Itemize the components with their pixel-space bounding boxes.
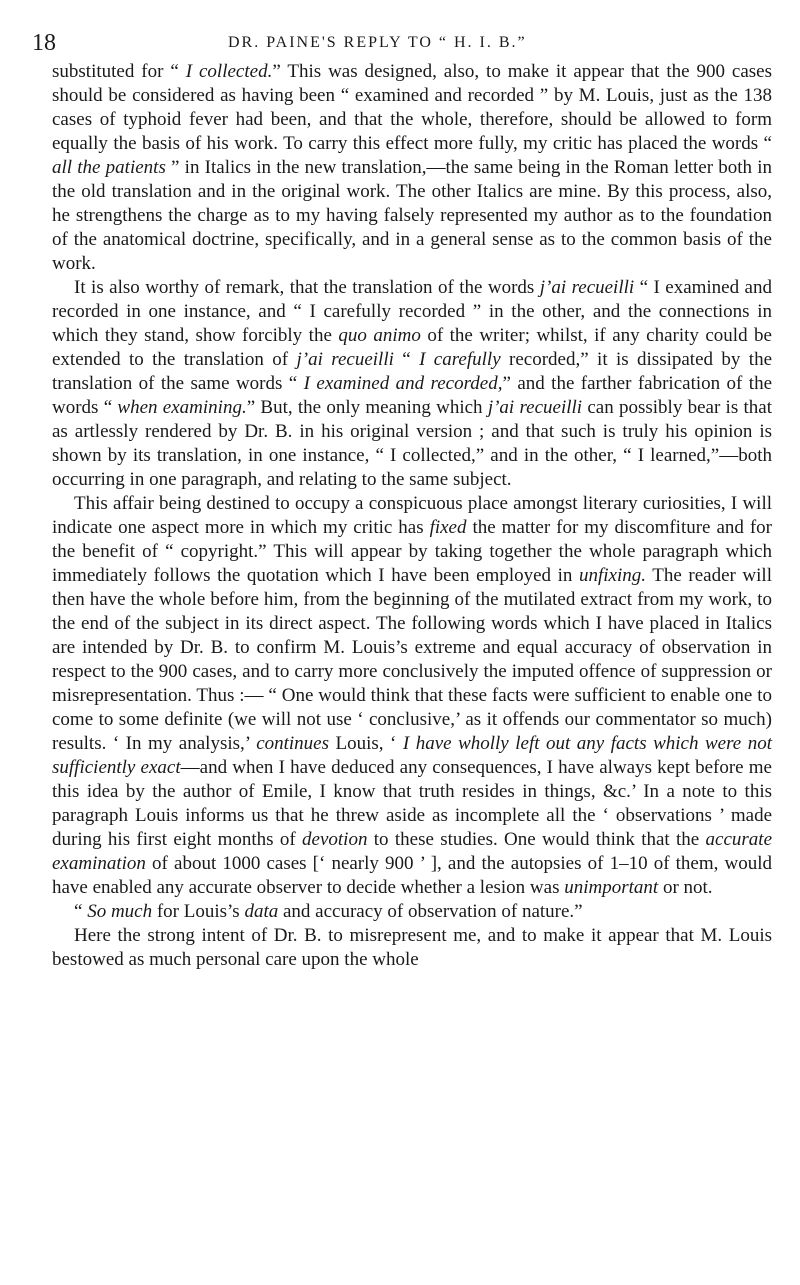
italic-run: unimportant bbox=[564, 877, 659, 898]
text-run: ” This was designed, also, to make it appear that the 900 cases should be considered as having been “ examined and recorded ” by M. Louis, just as the 138 cases of typhoid fever had been, and that the whole, therefore, should be allowed to form equally the basis of his work. To carry this effect more fully, my critic has placed the words “ bbox=[52, 61, 772, 154]
text-run: the matter for my discomfiture and for the benefit of “ copyright.” This will appear by taking together the whole paragraph which immediately follows the quotation which I have been employed in bbox=[52, 517, 772, 586]
page-number: 18 bbox=[32, 30, 56, 56]
italic-run: continues bbox=[256, 733, 330, 754]
body-text bbox=[52, 60, 772, 972]
text-run: or not. bbox=[658, 877, 713, 898]
paragraph bbox=[52, 492, 772, 900]
text-run: to these studies. One would think that the bbox=[367, 829, 706, 850]
text-run: for Louis’s bbox=[152, 901, 245, 922]
text-run: recorded,” it is dissipated by the translation of the same words “ bbox=[52, 349, 772, 394]
italic-run: j’ai recueilli bbox=[539, 277, 635, 298]
italic-run: when examining. bbox=[117, 397, 247, 418]
italic-run: j’ai recueilli bbox=[296, 349, 394, 370]
text-run: It is also worthy of remark, that the translation of the words bbox=[74, 277, 540, 298]
text-run: Louis, ‘ bbox=[329, 733, 403, 754]
paragraph bbox=[52, 900, 772, 924]
italic-run: data bbox=[244, 901, 279, 922]
italic-run: I examined and recorded, bbox=[303, 373, 503, 394]
text-run: substituted for “ bbox=[52, 61, 186, 82]
italic-run: j’ai recueilli bbox=[487, 397, 583, 418]
italic-run: So much bbox=[87, 901, 153, 922]
text-run: “ bbox=[393, 349, 420, 370]
italic-run: devotion bbox=[302, 829, 368, 850]
text-run: of the writer; whilst, if any charity could be extended to the translation of bbox=[52, 325, 772, 370]
text-run: ” But, the only meaning which bbox=[246, 397, 488, 418]
paragraph bbox=[52, 60, 772, 276]
paragraph bbox=[52, 276, 772, 492]
text-run: and accuracy of observation of nature.” bbox=[278, 901, 583, 922]
text-run: Here the strong intent of Dr. B. to misrepresent me, and to make it appear that M. Louis bestowed as much personal care upon the whole bbox=[52, 925, 772, 970]
running-title: DR. PAINE'S REPLY TO “ H. I. B.” bbox=[228, 34, 527, 51]
text-run: —and when I have deduced any consequences, I have always kept before me this idea by the author of Emile, I know that truth resides in things, &c.’ In a note to this paragraph Louis informs us that he threw aside as incomplete all the ‘ observations ’ made during his first eight months of bbox=[52, 757, 772, 850]
text-run: The reader will then have the whole before him, from the beginning of the mutilated extract from my work, to the end of the subject in its direct aspect. The following words which I have placed in Italics are intended by Dr. B. to confirm M. Louis’s extreme and equal accuracy of observation in respect to the 900 cases, and to carry more conclusively the imputed offence of suppression or misrepresentation. Thus :— “ One would think that these facts were sufficient to enable one to come to some definite (we will not use ‘ conclusive,’ as it offends our commentator so much) results. ‘ In my analysis,’ bbox=[52, 565, 772, 754]
paragraph bbox=[52, 924, 772, 972]
italic-run: I carefully bbox=[419, 349, 501, 370]
italic-run: I have wholly left out any facts which were not sufficiently exact bbox=[52, 733, 772, 778]
italic-run: unfixing. bbox=[579, 565, 647, 586]
text-run: ” in Italics in the new translation,—the same being in the Roman letter both in the old translation and in the original work. The other Italics are mine. By this process, also, he strengthens the charge as to my having falsely represented my author as to the foundation of the anatomical doctrine, specifically, and in a general sense as to the common basis of the work. bbox=[52, 157, 772, 274]
text-run: can possibly bear is that as artlessly rendered by Dr. B. in his original version ; and that such is truly his opinion is shown by its translation, in one instance, “ I collected,” and in the other, “ I learned,”—both occurring in one paragraph, and relating to the same subject. bbox=[52, 397, 772, 490]
text-run: “ bbox=[74, 901, 88, 922]
text-run: “ I examined and recorded in one instance, and “ I carefully recorded ” in the other, and the connections in which they stand, show forcibly the bbox=[52, 277, 772, 346]
italic-run: accurate examination bbox=[52, 829, 773, 874]
italic-run: fixed bbox=[429, 517, 467, 538]
text-run: of about 1000 cases [‘ nearly 900 ’ ], and the autopsies of 1–10 of them, would have enabled any accurate observer to decide whether a lesion was bbox=[52, 853, 772, 898]
italic-run: quo animo bbox=[338, 325, 421, 346]
text-run: ” and the farther fabrication of the words “ bbox=[52, 373, 772, 418]
italic-run: all the patients bbox=[52, 157, 166, 178]
text-run: This affair being destined to occupy a conspicuous place amongst literary curiosities, I will indicate one aspect more in which my critic has bbox=[52, 493, 772, 538]
running-head bbox=[32, 28, 768, 56]
italic-run: I collected. bbox=[185, 61, 273, 82]
